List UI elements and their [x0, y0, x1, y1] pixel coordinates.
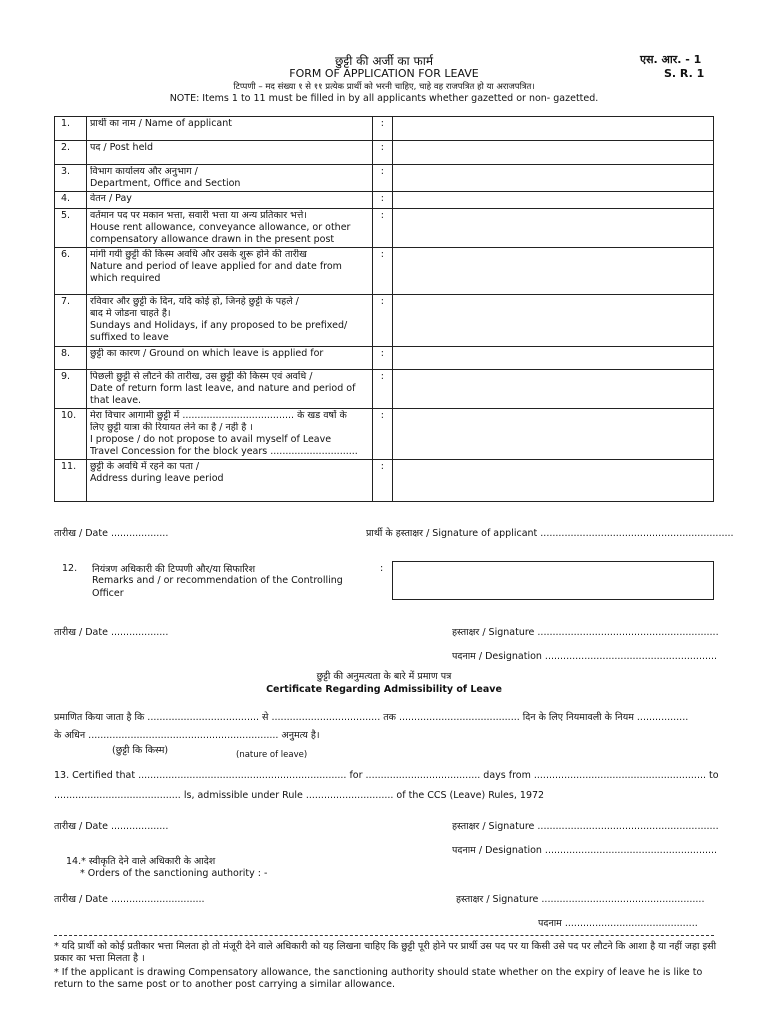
certificate-line-hindi-1: प्रमाणित किया जाता है कि ..................................... से .................................... तक ........................................ दिन के लिए नियमावली के नियम .................: [54, 712, 689, 723]
item-label-line: पद / Post held: [89, 142, 154, 153]
item-label: [86, 248, 372, 295]
item-colon: :: [372, 141, 392, 165]
item-label-line: पिछली छुट्टी से लौटने की तारीख, उस छुट्टी की किस्म एवं अवधि /: [89, 371, 313, 382]
item-number: 1.: [55, 117, 87, 141]
item-number: 3.: [55, 165, 87, 192]
item-label: [86, 141, 372, 165]
remarks-field[interactable]: [392, 561, 714, 600]
item-label: [86, 409, 372, 460]
item-label: [86, 117, 372, 141]
certificate-title: Certificate Regarding Admissibility of Leave: [266, 684, 502, 695]
form-title: FORM OF APPLICATION FOR LEAVE: [289, 67, 479, 80]
item-number: 11.: [55, 460, 87, 502]
item-14-label-hindi: 14.* स्वीकृति देने वाले अधिकारी के आदेश: [66, 856, 216, 867]
item-colon: :: [372, 165, 392, 192]
applicant-signature: प्रार्थी के हस्ताक्षर / Signature of applicant ................................................................: [366, 528, 734, 539]
item-label-line: छुट्टी का कारण / Ground on which leave is applied for: [89, 348, 324, 359]
form-code-hindi: एस. आर. - 1: [640, 53, 702, 66]
item-number: 5.: [55, 209, 87, 248]
item-label-line: लिए छुट्टी यात्रा की रियायत लेने का है / नही है ।: [89, 422, 253, 433]
item-value-field[interactable]: [392, 370, 713, 409]
item-value-field[interactable]: [392, 209, 713, 248]
note: NOTE: Items 1 to 11 must be filled in by all applicants whether gazetted or non- gazetted.: [169, 93, 599, 104]
item-number: 2.: [55, 141, 87, 165]
footnote-divider: [54, 935, 714, 936]
certificate-line-hindi-2: के अधिन ............................................................... अनुमत्य है।: [54, 730, 320, 741]
item-label-line: which required: [89, 273, 161, 284]
item-colon: :: [372, 295, 392, 347]
item-value-field[interactable]: [392, 248, 713, 295]
item-label-line: वर्तमान पद पर मकान भत्ता, सवारी भत्ता या अन्य प्रतिकार भत्ते।: [89, 210, 307, 221]
item-colon: :: [372, 370, 392, 409]
applicant-date: तारीख / Date ...................: [54, 528, 169, 539]
item-row-6: [55, 248, 714, 295]
item-colon: :: [372, 192, 392, 209]
item-value-field[interactable]: [392, 460, 713, 502]
application-items-table: [54, 116, 714, 502]
item-label-line: Date of return form last leave, and nature and period of: [89, 383, 356, 394]
certifier-date: तारीख / Date ...................: [54, 821, 169, 832]
footnote-hindi: * यदि प्रार्थी को कोई प्रतीकार भत्ता मिलता हो तो मंजूरी देने वाले अधिकारी को यह लिखना चाहिए कि छुट्टी पूरी होने पर प्रार्थी उस पद पर या किसी उसे पद पर लौटने कि आशा है या नहीं जहा इसी प्रकार का भत्ता मिलता है ।: [54, 941, 717, 964]
item-label: [86, 370, 372, 409]
certificate-line-1: 13. Certified that ..................................................................... for ...................................... days from ......................................................... to: [54, 770, 719, 781]
item-label-line: मांगी गयी छुट्टी की किस्म अवधि और उसके शुरू होने की तारीख: [89, 249, 307, 260]
item-number: 4.: [55, 192, 87, 209]
item-label: [86, 165, 372, 192]
sanction-signature: हस्ताक्षर / Signature ......................................................: [456, 894, 705, 905]
item-label-line: Nature and period of leave applied for and date from: [89, 261, 342, 272]
item-row-9: [55, 370, 714, 409]
form-title-hindi: छुट्टी की अर्जी का फार्म: [334, 54, 433, 68]
item-row-7: [55, 295, 714, 347]
item-label-line: रविवार और छुट्टी के दिन, यदि कोई हो, जिनहे छुट्टी के पहले /: [89, 296, 299, 307]
item-value-field[interactable]: [392, 141, 713, 165]
item-colon: :: [372, 209, 392, 248]
officer-date: तारीख / Date ...................: [54, 627, 169, 638]
item-row-8: [55, 347, 714, 370]
item-12-number: 12.: [62, 563, 78, 574]
officer-designation: पदनाम / Designation .........................................................: [452, 651, 718, 662]
officer-signature: हस्ताक्षर / Signature ............................................................: [452, 627, 719, 638]
certificate-line-2: .......................................... ls, admissible under Rule ............................. of the CCS (Leave) Rules, 1972: [54, 790, 545, 801]
item-value-field[interactable]: [392, 117, 713, 141]
item-label-line: वेतन / Pay: [89, 193, 132, 204]
certifier-designation: पदनाम / Designation .........................................................: [452, 845, 718, 856]
item-label-line: House rent allowance, conveyance allowance, or other: [89, 222, 351, 233]
item-colon: :: [372, 117, 392, 141]
item-number: 9.: [55, 370, 87, 409]
footnote: * If the applicant is drawing Compensatory allowance, the sanctioning authority should state whether on the expiry of leave he is like to return to the same post or to another post carrying a similar allowance.: [54, 967, 703, 990]
item-label: [86, 295, 372, 347]
item-number: 6.: [55, 248, 87, 295]
note-hindi: टिप्पणी – मद संख्या १ से ११ प्रत्येक प्रार्थी को भरनी चाहिए, चाहे वह राजपत्रित हो या अराजपत्रित।: [233, 82, 535, 92]
item-value-field[interactable]: [392, 347, 713, 370]
item-value-field[interactable]: [392, 192, 713, 209]
item-row-2: [55, 141, 714, 165]
item-colon: :: [372, 409, 392, 460]
item-value-field[interactable]: [392, 295, 713, 347]
item-label-line: compensatory allowance drawn in the present post: [89, 234, 335, 245]
item-colon: :: [372, 460, 392, 502]
item-12-colon: :: [380, 563, 384, 574]
item-number: 8.: [55, 347, 87, 370]
item-value-field[interactable]: [392, 409, 713, 460]
item-label-line: Sundays and Holidays, if any proposed to be prefixed/: [89, 320, 348, 331]
item-label: [86, 347, 372, 370]
item-row-11: [55, 460, 714, 502]
item-12-label: Remarks and / or recommendation of the Controlling: [92, 575, 343, 586]
item-number: 10.: [55, 409, 87, 460]
item-row-5: [55, 209, 714, 248]
certificate-title-hindi: छुट्टी की अनुमत्यता के बारे में प्रमाण पत्र: [316, 671, 452, 682]
item-14-label: * Orders of the sanctioning authority : -: [80, 868, 268, 879]
item-colon: :: [372, 347, 392, 370]
item-label-line: Department, Office and Section: [89, 178, 241, 189]
item-row-4: [55, 192, 714, 209]
item-label-line: बाद मे जोडना चाहते है।: [89, 308, 171, 319]
sanction-date: तारीख / Date ...............................: [54, 894, 205, 905]
item-value-field[interactable]: [392, 165, 713, 192]
certifier-signature: हस्ताक्षर / Signature ............................................................: [452, 821, 719, 832]
item-label-line: छुट्टी के अवधि में रहने का पता /: [89, 461, 200, 472]
item-colon: :: [372, 248, 392, 295]
form-code: S. R. 1: [664, 67, 705, 80]
nature-of-leave-hindi: (छुट्टी कि किस्म): [112, 745, 169, 756]
item-row-1: [55, 117, 714, 141]
item-label: [86, 460, 372, 502]
item-label-line: suffixed to leave: [89, 332, 169, 343]
item-label: [86, 192, 372, 209]
item-label-line: विभाग कार्यालय और अनुभाग /: [89, 166, 198, 177]
nature-of-leave: (nature of leave): [236, 750, 308, 760]
item-label: [86, 209, 372, 248]
item-12-label-cont: Officer: [92, 588, 124, 599]
item-label-line: that leave.: [89, 395, 142, 406]
item-label-line: प्रार्थी का नाम / Name of applicant: [89, 118, 232, 129]
item-label-line: I propose / do not propose to avail myself of Leave: [89, 434, 332, 445]
item-row-3: [55, 165, 714, 192]
item-label-line: Travel Concession for the block years .............................: [89, 446, 358, 457]
item-12-label-hindi: नियंत्रण अधिकारी की टिप्पणी और/या सिफारिश: [92, 564, 256, 575]
item-row-10: [55, 409, 714, 460]
item-number: 7.: [55, 295, 87, 347]
sanction-designation: पदनाम ............................................: [538, 918, 698, 929]
item-label-line: Address during leave period: [89, 473, 224, 484]
item-label-line: मेरा विचार आगामी छुट्टी में ..................................... के खड वर्षो के: [89, 410, 347, 421]
